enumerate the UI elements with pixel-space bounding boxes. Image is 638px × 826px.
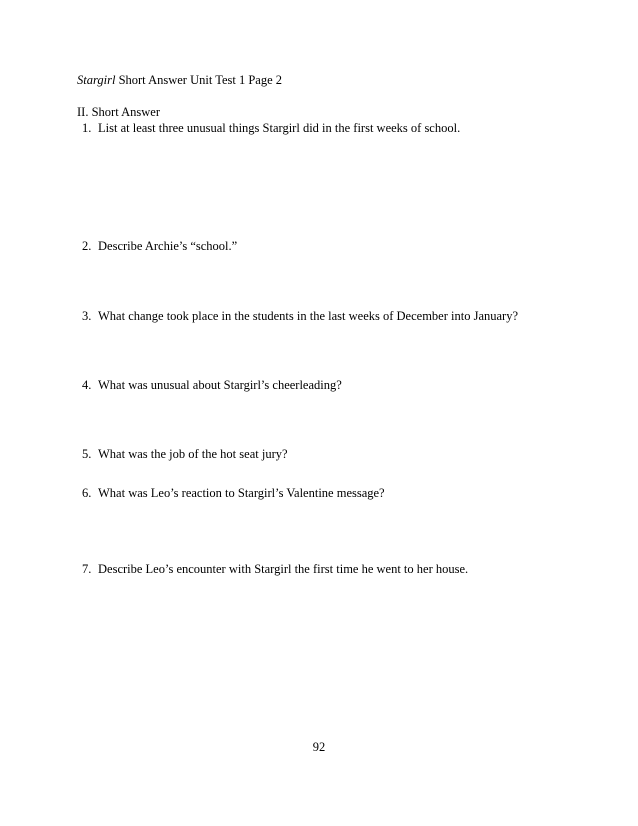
question-number: 1. <box>82 121 92 135</box>
question-text: What was unusual about Stargirl’s cheerleading? <box>98 378 342 392</box>
question-2 <box>82 239 237 254</box>
question-number: 2. <box>82 239 92 253</box>
question-4 <box>82 378 342 393</box>
title-rest: Short Answer Unit Test 1 Page 2 <box>115 73 283 87</box>
question-number: 6. <box>82 486 92 500</box>
book-title: Stargirl <box>77 73 116 87</box>
page-number: 92 <box>312 740 326 754</box>
question-1 <box>82 121 460 136</box>
question-text: Describe Archie’s “school.” <box>98 239 238 253</box>
question-text: Describe Leo’s encounter with Stargirl the first time he went to her house. <box>98 562 469 576</box>
section-heading: II. Short Answer <box>77 105 160 119</box>
question-number: 5. <box>82 447 92 461</box>
question-number: 4. <box>82 378 92 392</box>
question-6 <box>82 486 385 501</box>
question-text: What change took place in the students in the last weeks of December into January? <box>98 309 518 323</box>
test-title <box>77 73 282 88</box>
question-7 <box>82 562 468 577</box>
question-number: 3. <box>82 309 92 323</box>
question-number: 7. <box>82 562 92 576</box>
question-text: List at least three unusual things Stargirl did in the first weeks of school. <box>98 121 461 135</box>
question-5 <box>82 447 288 462</box>
question-3 <box>82 309 518 324</box>
question-text: What was the job of the hot seat jury? <box>98 447 288 461</box>
question-text: What was Leo’s reaction to Stargirl’s Valentine message? <box>98 486 385 500</box>
